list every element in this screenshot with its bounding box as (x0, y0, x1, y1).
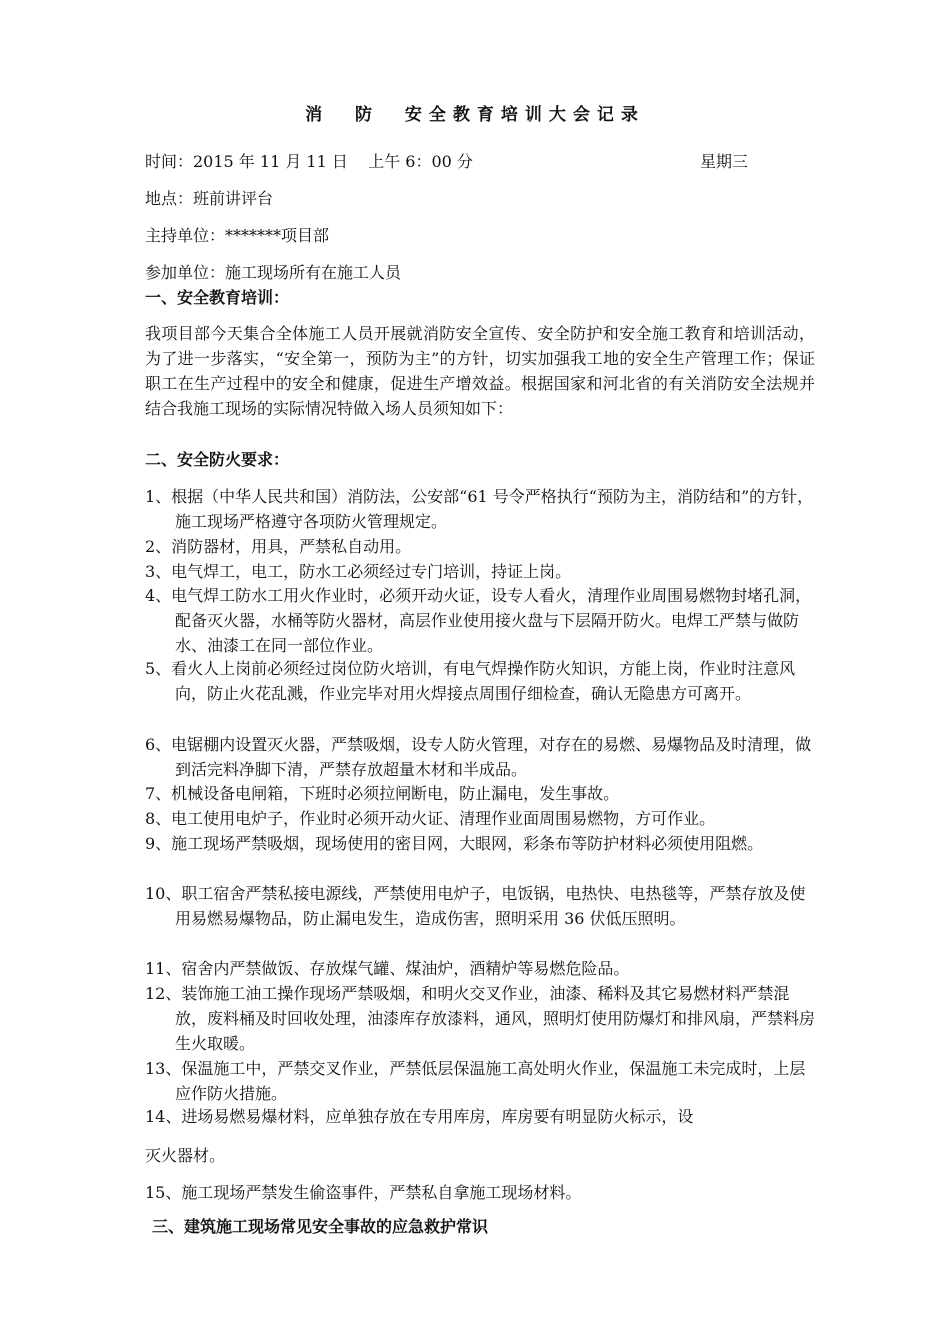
section-3-heading: 三、建筑施工现场常见安全事故的应急救护常识 (152, 1217, 489, 1236)
rule-item-3: 3、电气焊工，电工，防水工必须经过专门培训，持证上岗。 (145, 562, 572, 581)
rule-item-10: 10、职工宿舍严禁私接电源线，严禁使用电炉子，电饭锅，电热快、电热毯等，严禁存放及使用易燃易爆物品，防止漏电发生，造成伤害，照明采用 36 伏低压照明。 (145, 884, 806, 928)
rule-item-14-continued: 灭火器材。 (145, 1146, 226, 1165)
rule-item-12: 12、装饰施工油工操作现场严禁吸烟，和明火交叉作业，油漆、稀料及其它易燃材料严禁混放，废料桶及时回收处理，油漆库存放漆料，通风，照明灯使用防爆灯和排风扇，严禁料房生火取暖。 (145, 984, 816, 1053)
rule-item-7: 7、机械设备电闸箱，下班时必须拉闸断电，防止漏电，发生事故。 (145, 784, 620, 803)
section-1-heading: 一、安全教育培训： (145, 288, 290, 307)
rule-item-5: 5、看火人上岗前必须经过岗位防火培训，有电气焊操作防火知识，方能上岗，作业时注意风向，防止火花乱溅，作业完毕对用火焊接点周围仔细检查，确认无隐患方可离开。 (145, 659, 796, 703)
rule-item-4: 4、电气焊工防水工用火作业时，必须开动火证，设专人看火，清理作业周围易燃物封堵孔洞，配备灭火器，水桶等防火器材，高层作业使用接火盘与下层隔开防火。电焊工严禁与做防水、油漆工在同一部位作业。 (145, 586, 812, 655)
meeting-weekday: 星期三 (700, 152, 749, 171)
document-title: 消 防 安全教育培训大会记录 (305, 105, 645, 125)
meeting-time: 时间：2015 年 11 月 11 日 上午 6：00 分 (145, 152, 473, 171)
rule-item-1: 1、根据（中华人民共和国）消防法，公安部“61 号令严格执行“预防为主，消防结和”的方针，施工现场严格遵守各项防火管理规定。 (145, 487, 814, 531)
rule-item-9: 9、施工现场严禁吸烟，现场使用的密目网，大眼网，彩条布等防护材料必须使用阻燃。 (145, 834, 764, 853)
rule-item-2: 2、消防器材，用具，严禁私自动用。 (145, 537, 412, 556)
rule-item-11: 11、宿舍内严禁做饭、存放煤气罐、煤油炉，酒精炉等易燃危险品。 (145, 959, 630, 978)
meeting-place: 地点：班前讲评台 (145, 189, 274, 208)
section-2-heading: 二、安全防火要求： (145, 450, 290, 469)
rule-item-15: 15、施工现场严禁发生偷盗事件，严禁私自拿施工现场材料。 (145, 1183, 582, 1202)
rule-item-13: 13、保温施工中，严禁交叉作业，严禁低层保温施工高处明火作业，保温施工未完成时，上层应作防火措施。 (145, 1059, 806, 1103)
rule-item-8: 8、电工使用电炉子，作业时必须开动火证、清理作业面周围易燃物，方可作业。 (145, 809, 716, 828)
meeting-host: 主持单位：*******项目部 (145, 226, 330, 245)
section-1-body: 我项目部今天集合全体施工人员开展就消防安全宣传、安全防护和安全施工教育和培训活动，为了进一步落实，“安全第一，预防为主”的方针，切实加强我工地的安全生产管理工作；保证职工在生产过程中的安全和健康，促进生产增效益。根据国家和河北省的有关消防安全法规并结合我施工现场的实际情况特做入场人员须知如下： (145, 324, 815, 418)
rule-item-14: 14、进场易燃易爆材料，应单独存放在专用库房，库房要有明显防火标示，设 (145, 1107, 694, 1126)
meeting-attendees: 参加单位：施工现场所有在施工人员 (145, 263, 402, 282)
rule-item-6: 6、电锯棚内设置灭火器，严禁吸烟，设专人防火管理，对存在的易燃、易爆物品及时清理，做到活完料净脚下清，严禁存放超量木材和半成品。 (145, 735, 812, 779)
